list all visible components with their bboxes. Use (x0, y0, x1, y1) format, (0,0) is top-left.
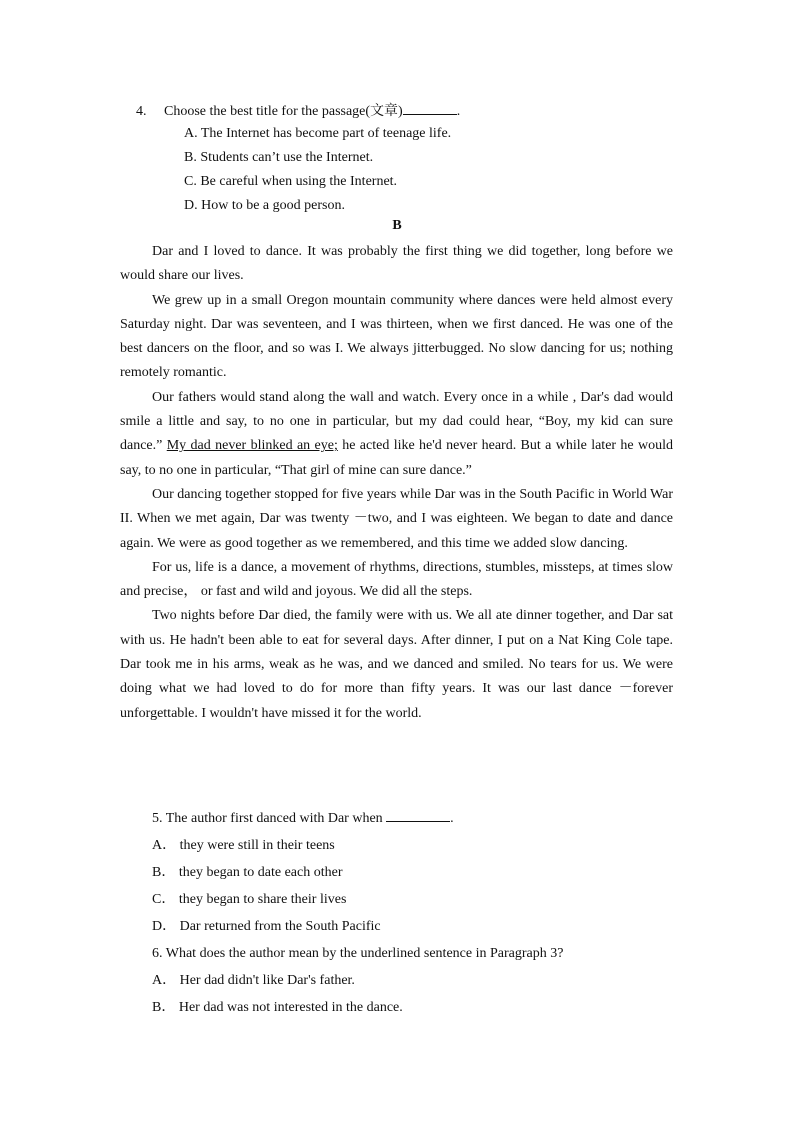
option-d: D. How to be a good person. (184, 198, 345, 213)
paragraph-1: Dar and I loved to dance. It was probably the first thing we did together, long before we would share our lives. (120, 244, 673, 284)
paragraph-3-start: Our fathers would stand along the wall and watch. Every once in a while , Dar's dad would smile a little and say, to no one in particular, but my dad could hear, “Boy, my kid can sure dance.” (120, 389, 673, 454)
option-b: B. Students can’t use the Internet. (184, 150, 374, 165)
q5-option-c: C． they began to share their lives (152, 892, 347, 907)
q5-option-a: A． they were still in their teens (152, 838, 335, 853)
q5-option-b: B． they began to date each other (152, 865, 343, 880)
q5-option-d: D． Dar returned from the South Pacific (152, 919, 381, 934)
answer-blank (403, 101, 457, 115)
option-c: C. Be careful when using the Internet. (184, 174, 398, 189)
paragraph-5: For us, life is a dance, a movement of rhythms, directions, stumbles, missteps, at times slow and precise， or fast and wild and joyous. We did all the steps. (120, 559, 673, 600)
q6-option-a: A． Her dad didn't like Dar's father. (152, 973, 355, 988)
question-6-stem: 6. What does the author mean by the underlined sentence in Paragraph 3? (152, 946, 564, 961)
answer-blank (386, 808, 450, 822)
reading-passage (120, 240, 673, 726)
paragraph-2: We grew up in a small Oregon mountain community where dances were held almost every Saturday night. Dar was seventeen, and I was thirteen, when we first danced. He was one of the best dancers on the floor, and so was I. We always jitterbugged. No slow dancing for us; nothing remotely romantic. (120, 292, 673, 381)
paragraph-4: Our dancing together stopped for five years while Dar was in the South Pacific in World War II. When we met again, Dar was twenty －two, and I was eighteen. We began to date and dance again. We were as good together as we remembered, and this time we added slow dancing. (120, 486, 673, 551)
questions-5-6 (152, 805, 692, 1021)
question-4-period: . (456, 104, 461, 119)
question-5-text: 5. The author first danced with Dar when (152, 811, 383, 826)
question-4-options (184, 122, 696, 218)
question-4-text: Choose the best title for the passage(文章) (164, 104, 403, 119)
question-5-stem (152, 805, 692, 832)
question-4 (136, 101, 696, 218)
question-4-number: 4. (136, 104, 147, 119)
paragraph-3 (120, 386, 673, 483)
paragraph-3-end: he acted like he'd never heard. But a while later he would say, to no one in particular, “That girl of mine can sure dance.” (120, 438, 674, 478)
underlined-sentence: My dad never blinked an eye; (166, 438, 338, 454)
question-4-stem (136, 101, 696, 122)
paragraph-6: Two nights before Dar died, the family were with us. We all ate dinner together, and Dar sat with us. He hadn't been able to eat for several days. After dinner, I put on a Nat King Cole tape. Dar took me in his arms, weak as he was, and we danced and smiled. No tears for us. We were doing what we had loved to do for more than fifty years. It was our last dance －forever unforgettable. I wouldn't have missed it for the world. (120, 608, 673, 721)
question-5-period: . (450, 811, 454, 826)
section-title: B (392, 218, 402, 233)
q6-option-b: B． Her dad was not interested in the dance. (152, 1000, 403, 1015)
option-a: A. The Internet has become part of teenage life. (184, 126, 452, 141)
